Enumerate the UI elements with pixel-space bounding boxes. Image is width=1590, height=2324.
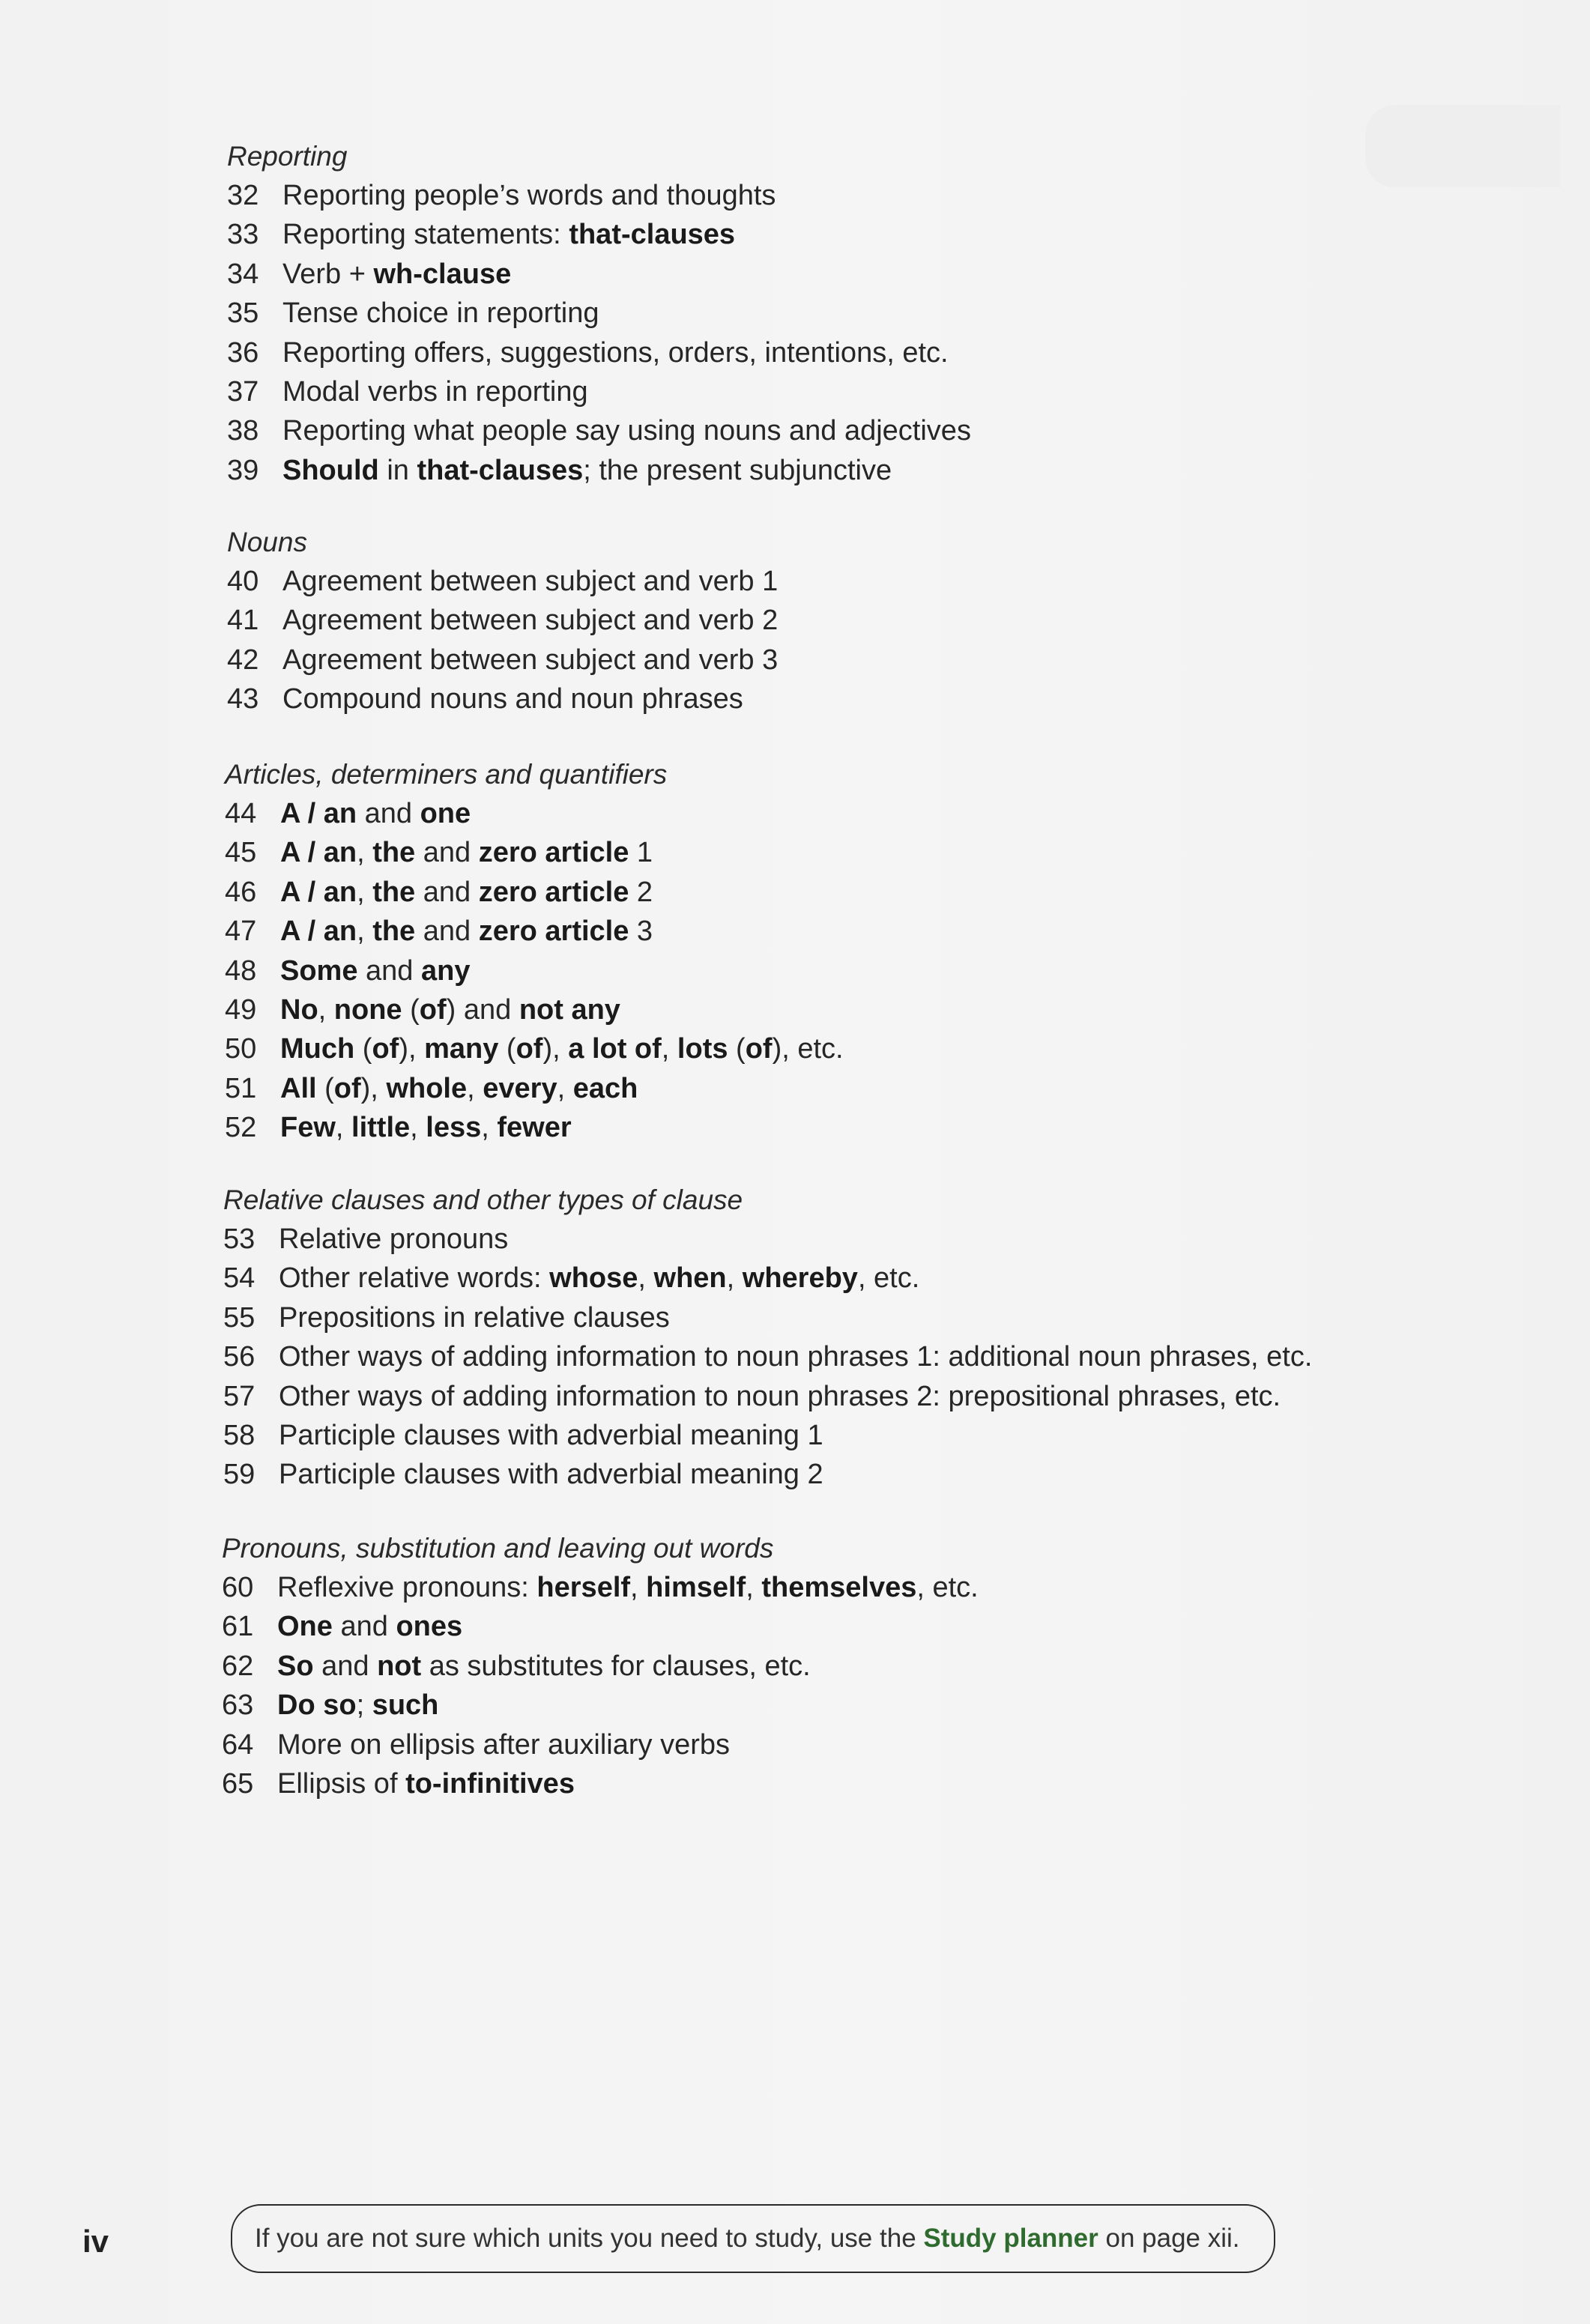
unit-title-bold: less: [426, 1112, 482, 1144]
unit-title: [282, 415, 971, 447]
section-heading: Articles, determiners and quantifiers: [225, 759, 668, 790]
section-heading: Nouns: [227, 527, 307, 557]
tip-text-before: If you are not sure which units you need to study, use the: [255, 2224, 924, 2253]
unit-list: [222, 1568, 979, 1803]
unit-title-bold: that-clauses: [417, 454, 584, 486]
unit-number: 48: [225, 954, 257, 987]
section-relative-clauses: [223, 1181, 1312, 1495]
unit-number: 35: [227, 297, 259, 330]
unit-title-text: and: [415, 916, 479, 948]
unit-title: [282, 297, 599, 329]
unit-title-text: and: [357, 954, 422, 987]
unit-33: [227, 215, 971, 254]
unit-title-text: and: [415, 837, 479, 869]
unit-title-bold: of: [419, 993, 447, 1026]
unit-title-bold: zero article: [478, 916, 629, 948]
bleed-through-tab: [1365, 105, 1560, 187]
unit-59: [223, 1455, 1312, 1494]
unit-title: [282, 455, 892, 486]
unit-title: [279, 1420, 823, 1451]
unit-title-bold: such: [372, 1689, 439, 1722]
unit-number: 61: [222, 1611, 254, 1643]
unit-number: 42: [227, 644, 259, 676]
unit-title-text: ,: [357, 837, 373, 869]
unit-title-text: ,: [481, 1112, 498, 1144]
unit-title-text: ,: [661, 1033, 677, 1065]
unit-number: 59: [223, 1459, 256, 1491]
unit-title: [277, 1729, 730, 1761]
unit-32: [227, 176, 971, 215]
unit-number: 44: [225, 798, 257, 829]
unit-40: [227, 562, 778, 601]
unit-46: [225, 873, 844, 912]
unit-title-text: ,: [357, 916, 373, 948]
unit-number: 54: [223, 1262, 256, 1295]
unit-title-text: and: [357, 798, 420, 829]
unit-number: 46: [225, 876, 257, 908]
unit-title-text: and: [415, 876, 479, 908]
unit-title-bold: each: [572, 1072, 638, 1104]
unit-title-text: ,: [357, 876, 373, 908]
unit-title: [282, 180, 776, 211]
unit-title: [280, 798, 471, 829]
unit-43: [227, 680, 778, 718]
unit-title-bold: every: [483, 1072, 557, 1104]
unit-title-bold: himself: [646, 1572, 746, 1603]
unit-title-text: Other ways of adding information to noun phrases 2: prepositional phrases, etc.: [279, 1380, 1281, 1412]
unit-title-text: 1: [629, 837, 653, 869]
unit-title-bold: of: [372, 1033, 399, 1065]
unit-36: [227, 333, 971, 372]
unit-title-text: ,: [410, 1112, 426, 1144]
unit-number: 49: [225, 993, 257, 1026]
section-heading: Pronouns, substitution and leaving out words: [222, 1533, 774, 1564]
unit-number: 40: [227, 566, 259, 597]
unit-title: [282, 219, 735, 250]
unit-title: [277, 1689, 438, 1721]
unit-45: [225, 833, 844, 872]
unit-title-text: Reporting statements:: [282, 219, 569, 251]
unit-number: 38: [227, 415, 259, 447]
unit-title-text: and: [332, 1611, 396, 1643]
unit-42: [227, 641, 778, 680]
unit-55: [223, 1298, 1312, 1337]
unit-title-bold: when: [653, 1262, 727, 1295]
unit-number: 34: [227, 258, 259, 290]
unit-title-text: (: [402, 993, 420, 1026]
unit-60: [222, 1568, 979, 1607]
unit-title-text: ),: [399, 1033, 425, 1065]
unit-number: 43: [227, 683, 259, 715]
unit-title-bold: one: [420, 798, 471, 829]
unit-title-bold: One: [277, 1611, 333, 1643]
unit-title-bold: zero article: [478, 876, 629, 908]
unit-53: [223, 1220, 1312, 1259]
unit-title: [279, 1223, 508, 1255]
unit-title-bold: whose: [549, 1262, 638, 1295]
unit-number: 62: [222, 1650, 254, 1682]
unit-title-text: Agreement between subject and verb 1: [282, 566, 779, 597]
unit-title-text: Other relative words:: [279, 1262, 550, 1295]
unit-39: [227, 451, 971, 490]
unit-title: [282, 683, 743, 715]
unit-49: [225, 990, 844, 1029]
unit-title-text: Compound nouns and noun phrases: [282, 683, 743, 715]
unit-title-text: ; the present subjunctive: [583, 454, 892, 486]
unit-number: 60: [222, 1572, 254, 1603]
unit-number: 41: [227, 605, 259, 637]
unit-title: [282, 376, 588, 408]
unit-41: [227, 601, 778, 640]
unit-63: [222, 1686, 979, 1725]
unit-title: [280, 916, 653, 947]
unit-34: [227, 255, 971, 294]
unit-title-text: 2: [629, 876, 653, 908]
unit-number: 53: [223, 1223, 256, 1255]
unit-title-text: as substitutes for clauses, etc.: [421, 1650, 811, 1682]
unit-title-bold: any: [421, 954, 471, 987]
unit-number: 64: [222, 1728, 254, 1761]
unit-title-text: More on ellipsis after auxiliary verbs: [277, 1728, 731, 1761]
unit-title: [279, 1459, 823, 1490]
unit-title-text: (: [498, 1033, 516, 1065]
unit-number: 32: [227, 180, 259, 211]
unit-title-text: Modal verbs in reporting: [282, 375, 588, 408]
unit-title-bold: none: [333, 993, 402, 1026]
unit-title: [282, 337, 949, 369]
unit-35: [227, 294, 971, 333]
unit-48: [225, 951, 844, 990]
unit-title-text: Participle clauses with adverbial meaning 1: [279, 1419, 823, 1451]
unit-number: 58: [223, 1419, 256, 1451]
unit-list: [225, 794, 844, 1148]
unit-47: [225, 912, 844, 951]
unit-number: 47: [225, 916, 257, 948]
unit-56: [223, 1337, 1312, 1376]
section-nouns: [227, 523, 778, 719]
unit-title-text: and: [313, 1650, 378, 1682]
unit-title: [277, 1650, 811, 1682]
unit-title-text: Other ways of adding information to noun phrases 1: additional noun phrases, etc.: [279, 1341, 1313, 1373]
unit-title: [282, 644, 778, 676]
unit-title: [282, 258, 511, 290]
unit-title-text: (: [728, 1033, 746, 1065]
unit-title: [282, 605, 778, 636]
unit-title-text: Prepositions in relative clauses: [279, 1301, 670, 1334]
unit-title: [279, 1381, 1281, 1412]
unit-title-bold: not: [377, 1650, 422, 1682]
unit-title-text: ,: [318, 993, 334, 1026]
unit-title-bold: herself: [536, 1572, 631, 1603]
unit-title-bold: So: [277, 1650, 314, 1682]
unit-title-text: Ellipsis of: [277, 1767, 406, 1800]
unit-title-text: Relative pronouns: [279, 1223, 509, 1255]
unit-title: [280, 1033, 844, 1065]
unit-title-text: ,: [630, 1572, 647, 1603]
unit-51: [225, 1069, 844, 1108]
unit-title-bold: many: [424, 1033, 499, 1065]
unit-title-bold: Do so: [277, 1689, 357, 1722]
unit-list: [223, 1220, 1312, 1495]
unit-title-bold: Much: [280, 1033, 355, 1065]
unit-title-text: (: [354, 1033, 372, 1065]
unit-title: [280, 994, 620, 1026]
unit-number: 65: [222, 1767, 254, 1800]
unit-title-text: ,: [557, 1072, 573, 1104]
unit-title-bold: a lot of: [568, 1033, 662, 1065]
unit-title-bold: A / an: [280, 837, 357, 869]
unit-title: [280, 955, 471, 987]
unit-title-bold: No: [280, 993, 318, 1026]
section-reporting: [227, 137, 971, 490]
unit-number: 55: [223, 1301, 256, 1334]
section-pronouns: [222, 1529, 979, 1803]
unit-title-bold: All: [280, 1072, 317, 1104]
unit-title: [279, 1262, 919, 1294]
unit-title-text: ,: [335, 1112, 352, 1144]
unit-title-bold: of: [333, 1072, 361, 1104]
unit-44: [225, 794, 844, 833]
unit-title-bold: Few: [280, 1112, 336, 1144]
unit-title: [282, 566, 778, 597]
unit-number: 52: [225, 1112, 257, 1144]
unit-65: [222, 1764, 979, 1803]
study-planner-link[interactable]: Study planner: [923, 2224, 1098, 2253]
unit-title-text: Tense choice in reporting: [282, 297, 599, 330]
unit-title-bold: wh-clause: [373, 258, 512, 290]
unit-title-bold: ones: [396, 1611, 463, 1643]
unit-title-text: ;: [356, 1689, 372, 1722]
unit-title-bold: of: [745, 1033, 773, 1065]
unit-61: [222, 1607, 979, 1646]
unit-title-text: ,: [726, 1262, 743, 1295]
unit-number: 36: [227, 336, 259, 369]
unit-title-bold: A / an: [280, 876, 357, 908]
unit-title: [277, 1611, 462, 1642]
unit-title: [277, 1572, 979, 1603]
unit-title-text: ),: [360, 1072, 387, 1104]
unit-number: 51: [225, 1072, 257, 1104]
unit-title: [280, 1073, 638, 1104]
unit-title-bold: that-clauses: [569, 219, 736, 251]
unit-title-text: Verb +: [282, 258, 374, 290]
unit-title-bold: zero article: [478, 837, 629, 869]
unit-title: [280, 837, 653, 868]
unit-62: [222, 1647, 979, 1686]
unit-52: [225, 1108, 844, 1147]
unit-37: [227, 372, 971, 411]
unit-title: [279, 1302, 670, 1334]
unit-title-bold: the: [372, 916, 416, 948]
unit-38: [227, 411, 971, 450]
unit-title-text: Reflexive pronouns:: [277, 1572, 537, 1603]
unit-number: 37: [227, 375, 259, 408]
unit-title-bold: of: [516, 1033, 543, 1065]
unit-title: [279, 1341, 1312, 1373]
section-articles: [225, 755, 844, 1148]
unit-title-text: 3: [629, 916, 653, 948]
unit-title-text: in: [378, 454, 417, 486]
section-heading: Reporting: [227, 141, 348, 172]
study-planner-tip: [231, 2204, 1275, 2273]
unit-50: [225, 1029, 844, 1068]
unit-title-text: Reporting offers, suggestions, orders, intentions, etc.: [282, 336, 949, 369]
unit-title-bold: Should: [282, 454, 379, 486]
unit-title-text: Reporting what people say using nouns and adjectives: [282, 415, 971, 447]
unit-title-bold: Some: [280, 954, 358, 987]
unit-title-bold: themselves: [761, 1572, 917, 1603]
unit-title-bold: the: [372, 876, 416, 908]
unit-number: 63: [222, 1689, 254, 1722]
unit-number: 33: [227, 219, 259, 251]
unit-title-text: Reporting people’s words and thoughts: [282, 180, 776, 211]
unit-title-text: Participle clauses with adverbial meaning 2: [279, 1459, 823, 1491]
unit-title: [277, 1768, 575, 1800]
unit-title-bold: A / an: [280, 916, 357, 948]
unit-title-bold: to-infinitives: [405, 1767, 575, 1800]
unit-57: [223, 1377, 1312, 1416]
unit-title-text: ), etc.: [772, 1033, 844, 1065]
unit-title-bold: lots: [677, 1033, 728, 1065]
unit-title-bold: fewer: [497, 1112, 572, 1144]
unit-list: [227, 562, 778, 719]
section-heading: Relative clauses and other types of clause: [223, 1184, 743, 1215]
unit-58: [223, 1416, 1312, 1455]
unit-title-text: ,: [467, 1072, 483, 1104]
unit-title-text: Agreement between subject and verb 2: [282, 605, 779, 637]
unit-54: [223, 1259, 1312, 1298]
unit-64: [222, 1725, 979, 1764]
unit-number: 56: [223, 1341, 256, 1373]
unit-title: [280, 1112, 572, 1143]
unit-number: 45: [225, 837, 257, 869]
unit-title-bold: whereby: [742, 1262, 858, 1295]
page-number: iv: [82, 2224, 109, 2259]
tip-text-after: on page xii.: [1098, 2224, 1240, 2253]
unit-title-text: ),: [542, 1033, 569, 1065]
unit-title-bold: the: [372, 837, 416, 869]
unit-title-bold: whole: [386, 1072, 468, 1104]
unit-title-text: ) and: [446, 993, 519, 1026]
unit-title-text: ,: [746, 1572, 762, 1603]
unit-number: 39: [227, 454, 259, 486]
unit-title-bold: A / an: [280, 798, 357, 829]
unit-title-bold: not any: [519, 993, 620, 1026]
unit-title-text: (: [316, 1072, 334, 1104]
unit-title-text: Agreement between subject and verb 3: [282, 644, 779, 676]
unit-title: [280, 877, 653, 908]
unit-list: [227, 176, 971, 490]
unit-title-text: , etc.: [857, 1262, 920, 1295]
unit-number: 57: [223, 1380, 256, 1412]
unit-title-text: , etc.: [916, 1572, 979, 1603]
unit-title-bold: little: [351, 1112, 411, 1144]
unit-title-text: ,: [638, 1262, 654, 1295]
unit-number: 50: [225, 1033, 257, 1065]
